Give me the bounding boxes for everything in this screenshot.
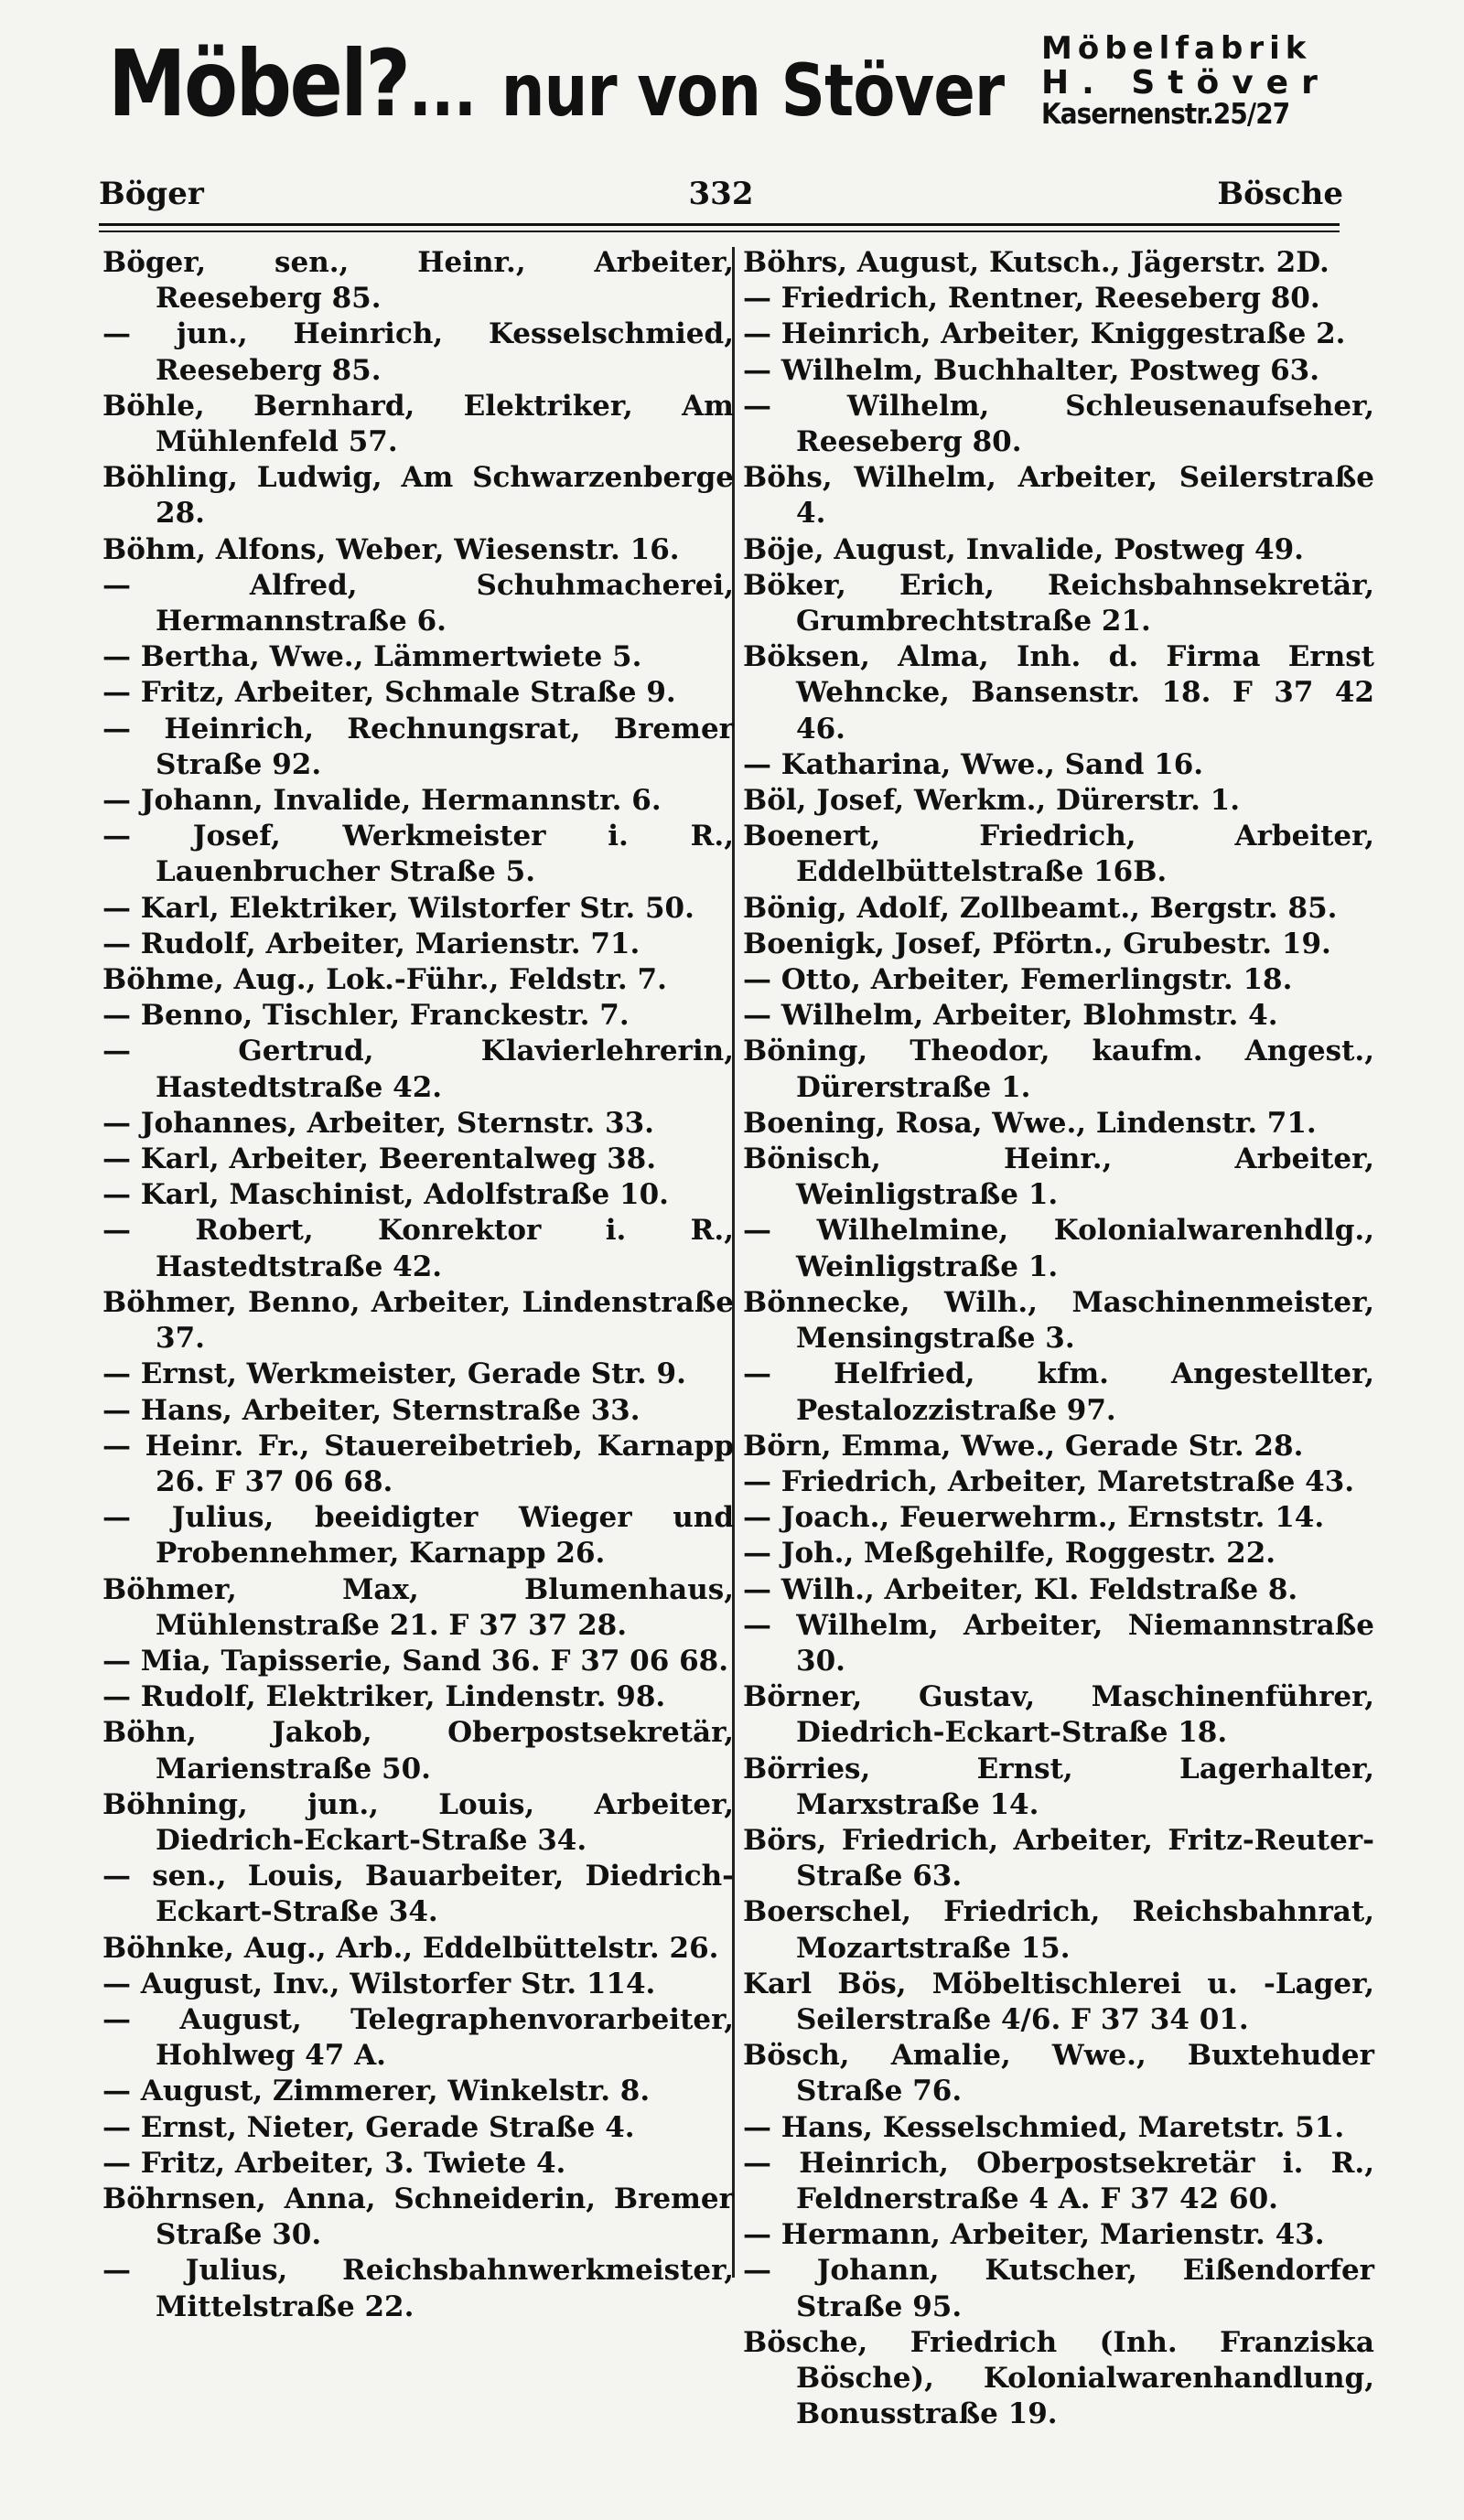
- directory-entry: — Friedrich, Rentner, Reeseberg 80.: [743, 282, 1320, 316]
- directory-entry: Böhrs, August, Kutsch., Jägerstr. 2D.: [743, 246, 1329, 279]
- directory-entry: Böhling, Ludwig, Am Schwarzenberge 28.: [102, 461, 734, 531]
- header-last-name: Bösche: [1217, 176, 1343, 212]
- directory-entry: Böhs, Wilhelm, Arbeiter, Seilerstraße 4.: [743, 461, 1374, 531]
- directory-entry: Böhm, Alfons, Weber, Wiesenstr. 16.: [102, 532, 680, 566]
- stoever-advertisement: [108, 30, 1352, 156]
- directory-entry: — Karl, Maschinist, Adolfstraße 10.: [102, 1178, 669, 1212]
- directory-entry: — Heinrich, Rechnungsrat, Bremer Straße 92.: [102, 712, 734, 781]
- directory-entry: — Hans, Arbeiter, Sternstraße 33.: [102, 1393, 640, 1427]
- directory-entry: — Otto, Arbeiter, Femerlingstr. 18.: [743, 963, 1293, 997]
- directory-entry-highlighted: Karl Bös, Möbeltischlerei u. -Lager, Seilerstraße 4/6. F 37 34 01.: [743, 1967, 1374, 2036]
- directory-entry: — Ernst, Nieter, Gerade Straße 4.: [102, 2110, 635, 2144]
- directory-entry: — August, Telegraphenvorarbeiter, Hohlweg 47 A.: [102, 2002, 734, 2073]
- directory-entry: — Wilh., Arbeiter, Kl. Feldstraße 8.: [743, 1572, 1298, 1606]
- directory-entry: — sen., Louis, Bauarbeiter, Diedrich-Eckart-Straße 34.: [102, 1860, 734, 1929]
- directory-entry: Boenert, Friedrich, Arbeiter, Eddelbüttelstraße 16B.: [743, 820, 1374, 889]
- header-rule-bottom: [99, 231, 1340, 232]
- directory-entry: — Julius, Reichsbahnwerkmeister, Mittelstraße 22.: [102, 2254, 734, 2323]
- directory-entry: — August, Inv., Wilstorfer Str. 114.: [102, 1967, 656, 2000]
- directory-entry: — Hans, Kesselschmied, Maretstr. 51.: [743, 2110, 1345, 2144]
- directory-entry: — Joach., Feuerwehrm., Ernststr. 14.: [743, 1501, 1325, 1535]
- directory-entry: Böker, Erich, Reichsbahnsekretär, Grumbrechtstraße 21.: [743, 568, 1374, 638]
- directory-entry: — Rudolf, Arbeiter, Marienstr. 71.: [102, 927, 640, 960]
- directory-entry: Böhrnsen, Anna, Schneiderin, Bremer Straße 30.: [102, 2182, 734, 2252]
- directory-entry: — jun., Heinrich, Kesselschmied, Reeseberg 85.: [102, 317, 734, 387]
- directory-entry: Boenigk, Josef, Pförtn., Grubestr. 19.: [743, 927, 1331, 960]
- directory-entry: Bönnecke, Wilh., Maschinenmeister, Mensingstraße 3.: [743, 1285, 1374, 1356]
- page-number: 332: [688, 176, 754, 212]
- directory-entry: Boening, Rosa, Wwe., Lindenstr. 71.: [743, 1106, 1317, 1140]
- directory-entry: Böhn, Jakob, Oberpostsekretär, Marienstraße 50.: [102, 1716, 734, 1785]
- directory-entry: Börs, Friedrich, Arbeiter, Fritz-Reuter-Straße 63.: [743, 1823, 1374, 1893]
- directory-entry: Bönisch, Heinr., Arbeiter, Weinligstraße 1.: [743, 1142, 1374, 1212]
- directory-entry: Böhmer, Benno, Arbeiter, Lindenstraße 37.: [102, 1285, 734, 1356]
- running-header: [99, 176, 1343, 220]
- directory-entry: — Rudolf, Elektriker, Lindenstr. 98.: [102, 1680, 666, 1714]
- directory-entry: — Heinr. Fr., Stauereibetrieb, Karnapp 26. F 37 06 68.: [102, 1429, 734, 1498]
- directory-entry: Bönig, Adolf, Zollbeamt., Bergstr. 85.: [743, 891, 1338, 925]
- directory-entry: — Wilhelmine, Kolonialwarenhdlg., Weinligstraße 1.: [743, 1214, 1374, 1283]
- directory-entry: Börries, Ernst, Lagerhalter, Marxstraße 14.: [743, 1752, 1374, 1821]
- directory-entry: Böning, Theodor, kaufm. Angest., Dürerstraße 1.: [743, 1035, 1374, 1104]
- directory-entry: Böhle, Bernhard, Elektriker, Am Mühlenfeld 57.: [102, 389, 734, 459]
- directory-entry: — Wilhelm, Buchhalter, Postweg 63.: [743, 353, 1320, 387]
- directory-entry: — Friedrich, Arbeiter, Maretstraße 43.: [743, 1464, 1355, 1498]
- directory-entry-highlighted: Böhmer, Max, Blumenhaus, Mühlenstraße 21. F 37 37 28.: [102, 1572, 734, 1642]
- header-first-name: Böger: [99, 176, 204, 212]
- directory-entry: — Johannes, Arbeiter, Sternstr. 33.: [102, 1106, 654, 1140]
- ad-side-line1: Möbelfabrik: [1041, 30, 1312, 67]
- ad-headline-dots: ...: [408, 50, 477, 133]
- directory-entry: — Mia, Tapisserie, Sand 36. F 37 06 68.: [102, 1644, 729, 1678]
- right-column: [743, 245, 1374, 2432]
- directory-entry: — Benno, Tischler, Franckestr. 7.: [102, 999, 630, 1033]
- directory-entry: — Alfred, Schuhmacherei, Hermannstraße 6.: [102, 568, 734, 638]
- directory-entry: — Wilhelm, Arbeiter, Blohmstr. 4.: [743, 999, 1278, 1033]
- directory-entry: Böger, sen., Heinr., Arbeiter, Reeseberg 85.: [102, 246, 734, 316]
- directory-entry: — Gertrud, Klavierlehrerin, Hastedtstraße 42.: [102, 1035, 734, 1104]
- ad-side-line2: H. Stöver: [1041, 63, 1330, 102]
- directory-entry: — Johann, Kutscher, Eißendorfer Straße 95.: [743, 2254, 1374, 2323]
- directory-entry: Bösche, Friedrich (Inh. Franziska Bösche), Kolonialwarenhandlung, Bonusstraße 19.: [743, 2325, 1374, 2431]
- directory-entry: Böhme, Aug., Lok.-Führ., Feldstr. 7.: [102, 963, 667, 997]
- directory-entry: — Fritz, Arbeiter, Schmale Straße 9.: [102, 676, 676, 710]
- directory-entry: Boerschel, Friedrich, Reichsbahnrat, Mozartstraße 15.: [743, 1895, 1374, 1965]
- ad-headline-part1: Möbel?: [108, 30, 409, 137]
- directory-entry: Böhnke, Aug., Arb., Eddelbüttelstr. 26.: [102, 1931, 719, 1965]
- directory-entry: — Julius, beeidigter Wieger und Probennehmer, Karnapp 26.: [102, 1501, 734, 1571]
- directory-entry: — Fritz, Arbeiter, 3. Twiete 4.: [102, 2146, 566, 2180]
- directory-entry: — Wilhelm, Schleusenaufseher, Reeseberg 80.: [743, 389, 1374, 459]
- directory-entry: — August, Zimmerer, Winkelstr. 8.: [102, 2075, 651, 2108]
- directory-entry: Böhning, jun., Louis, Arbeiter, Diedrich-Eckart-Straße 34.: [102, 1787, 734, 1857]
- directory-entry: — Josef, Werkmeister i. R., Lauenbrucher Straße 5.: [102, 820, 734, 889]
- ad-headline-part2: nur von Stöver: [501, 50, 1005, 133]
- directory-entry: Böksen, Alma, Inh. d. Firma Ernst Wehncke, Bansenstr. 18. F 37 42 46.: [743, 640, 1374, 745]
- directory-entry: — Katharina, Wwe., Sand 16.: [743, 747, 1204, 781]
- directory-entry: — Karl, Elektriker, Wilstorfer Str. 50.: [102, 891, 694, 925]
- directory-entry: — Wilhelm, Arbeiter, Niemannstraße 30.: [743, 1608, 1374, 1678]
- directory-entry: Böje, August, Invalide, Postweg 49.: [743, 532, 1304, 566]
- directory-entry: — Ernst, Werkmeister, Gerade Str. 9.: [102, 1357, 686, 1391]
- directory-entry: Börn, Emma, Wwe., Gerade Str. 28.: [743, 1429, 1304, 1463]
- left-column: [102, 245, 734, 2325]
- directory-entry: Böl, Josef, Werkm., Dürerstr. 1.: [743, 784, 1241, 818]
- ad-headline: [108, 30, 1005, 137]
- directory-entry: — Johann, Invalide, Hermannstr. 6.: [102, 784, 662, 818]
- directory-entry: — Karl, Arbeiter, Beerentalweg 38.: [102, 1142, 657, 1176]
- directory-entry: Börner, Gustav, Maschinenführer, Diedrich-Eckart-Straße 18.: [743, 1680, 1374, 1750]
- ad-side-line3: Kasernenstr.25/27: [1041, 98, 1290, 132]
- ad-address-block: [1041, 30, 1352, 132]
- directory-entry: — Heinrich, Arbeiter, Kniggestraße 2.: [743, 317, 1346, 351]
- directory-entry: — Heinrich, Oberpostsekretär i. R., Feldnerstraße 4 A. F 37 42 60.: [743, 2146, 1374, 2215]
- header-rule-top: [99, 223, 1340, 226]
- directory-entry: — Helfried, kfm. Angestellter, Pestalozzistraße 97.: [743, 1357, 1374, 1427]
- directory-entry: — Joh., Meßgehilfe, Roggestr. 22.: [743, 1537, 1276, 1571]
- directory-entry: — Robert, Konrektor i. R., Hastedtstraße 42.: [102, 1214, 734, 1283]
- directory-entry: — Bertha, Wwe., Lämmertwiete 5.: [102, 640, 642, 674]
- directory-entry: Bösch, Amalie, Wwe., Buxtehuder Straße 76.: [743, 2039, 1374, 2108]
- directory-entry: — Hermann, Arbeiter, Marienstr. 43.: [743, 2218, 1325, 2252]
